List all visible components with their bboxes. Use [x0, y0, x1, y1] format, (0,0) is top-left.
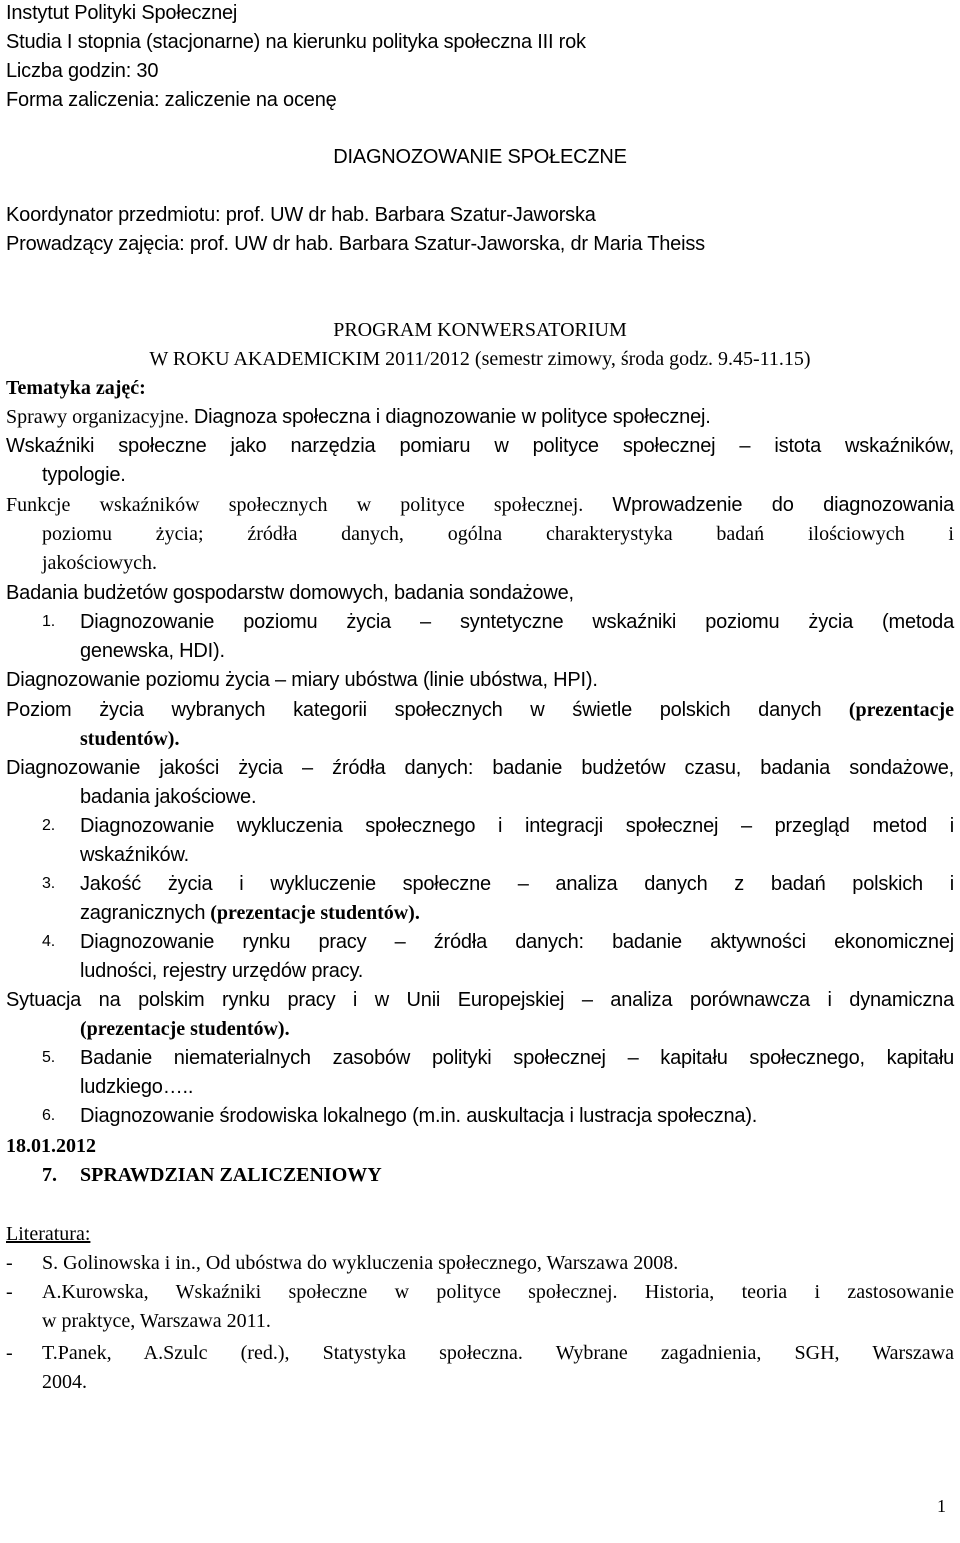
literature-item-2-line2: w praktyce, Warszawa 2011.	[42, 1310, 271, 1332]
topic-organizational-b: Diagnoza społeczna i diagnozowanie w polityce społecznej.	[193, 406, 711, 428]
literature-item-3-line1: T.Panek, A.Szulc (red.), Statystyka społeczna. Wybrane zagadnienia, SGH, Warszawa	[42, 1342, 954, 1364]
literature-heading: Literatura:	[6, 1223, 91, 1245]
topic-functions-a: Funkcje wskaźników społecznych w polityce społecznej.	[6, 494, 584, 516]
number-4: 4.	[42, 933, 55, 950]
hours-info: Liczba godzin: 30	[6, 60, 159, 82]
literature-item-2-line1: A.Kurowska, Wskaźniki społeczne w polityce społecznej. Historia, teoria i zastosowanie	[42, 1281, 954, 1303]
topic-quality-exclusion-line1: Jakość życia i wykluczenie społeczne – analiza danych z badań polskich i	[80, 873, 954, 895]
number-5: 5.	[42, 1049, 55, 1066]
topic-living-standard-line2: genewska, HDI).	[80, 640, 225, 662]
topic-exclusion-line1: Diagnozowanie wykluczenia społecznego i integracji społecznej – przegląd metod i	[80, 815, 954, 837]
topic-functions-line3: jakościowych.	[42, 552, 157, 574]
topic-categories-a: Poziom życia wybranych kategorii społecznych w świetle polskich danych	[6, 699, 822, 721]
topic-indicators-line2: typologie.	[42, 464, 126, 486]
topic-budgets: Badania budżetów gospodarstw domowych, badania sondażowe,	[6, 582, 574, 604]
topic-quality-exclusion-line2	[80, 901, 420, 925]
topic-quality-line2: badania jakościowe.	[80, 786, 257, 808]
topic-functions-line2: poziomu życia; źródła danych, ogólna charakterystyka badań ilościowych i	[42, 523, 954, 545]
coordinator-line: Koordynator przedmiotu: prof. UW dr hab. Barbara Szatur-Jaworska	[6, 204, 596, 226]
topic-indicators-line1: Wskaźniki społeczne jako narzędzia pomiaru w polityce społecznej – istota wskaźników,	[6, 435, 954, 457]
topic-living-standard-line1: Diagnozowanie poziomu życia – syntetyczne wskaźniki poziomu życia (metoda	[80, 611, 954, 633]
number-1: 1.	[42, 613, 55, 630]
topic-labour-line2: ludności, rejestry urzędów pracy.	[80, 960, 364, 982]
exam-date: 18.01.2012	[6, 1135, 96, 1157]
topics-heading: Tematyka zajęć:	[6, 377, 146, 399]
topic-quality-exclusion-a: zagranicznych	[80, 902, 206, 924]
literature-dash-2: -	[6, 1281, 13, 1303]
instructors-line: Prowadzący zajęcia: prof. UW dr hab. Barbara Szatur-Jaworska, dr Maria Theiss	[6, 233, 705, 255]
topic-categories-b: (prezentacje	[848, 699, 954, 721]
topic-capital-line2: ludzkiego…..	[80, 1076, 194, 1098]
topic-exclusion-line2: wskaźników.	[80, 844, 189, 866]
topic-quality-line1: Diagnozowanie jakości życia – źródła danych: badanie budżetów czasu, badania sondażowe,	[6, 757, 954, 779]
institute-name: Instytut Polityki Społecznej	[6, 2, 238, 24]
topic-eu-line2: (prezentacje studentów).	[80, 1018, 290, 1040]
studies-info: Studia I stopnia (stacjonarne) na kierunku polityka społeczna III rok	[6, 31, 586, 53]
topic-categories-line1	[6, 698, 954, 722]
exam-title: SPRAWDZIAN ZALICZENIOWY	[80, 1164, 382, 1186]
literature-item-3-line2: 2004.	[42, 1371, 87, 1393]
topic-functions-line1	[6, 493, 954, 517]
number-6: 6.	[42, 1107, 55, 1124]
topic-capital-line1: Badanie niematerialnych zasobów polityki społecznej – kapitału społecznego, kapitału	[80, 1047, 954, 1069]
assessment-info: Forma zaliczenia: zaliczenie na ocenę	[6, 89, 337, 111]
topic-categories-line2: studentów).	[80, 728, 180, 750]
topic-organizational-a: Sprawy organizacyjne.	[6, 406, 189, 428]
program-title: PROGRAM KONWERSATORIUM	[333, 319, 627, 341]
topic-poverty: Diagnozowanie poziomu życia – miary ubóstwa (linie ubóstwa, HPI).	[6, 669, 598, 691]
topic-labour-line1: Diagnozowanie rynku pracy – źródła danych: badanie aktywności ekonomicznej	[80, 931, 954, 953]
topic-organizational	[6, 405, 711, 429]
page-number: 1	[937, 1496, 946, 1516]
number-3: 3.	[42, 875, 55, 892]
literature-dash-3: -	[6, 1342, 13, 1364]
literature-dash-1: -	[6, 1252, 13, 1274]
course-title: DIAGNOZOWANIE SPOŁECZNE	[333, 146, 627, 168]
topic-eu-line1: Sytuacja na polskim rynku pracy i w Unii Europejskiej – analiza porównawcza i dynamiczna	[6, 989, 954, 1011]
program-subtitle: W ROKU AKADEMICKIM 2011/2012 (semestr zimowy, środa godz. 9.45-11.15)	[149, 348, 811, 370]
topic-local: Diagnozowanie środowiska lokalnego (m.in. auskultacja i lustracja społeczna).	[80, 1105, 758, 1127]
literature-item-1: S. Golinowska i in., Od ubóstwa do wykluczenia społecznego, Warszawa 2008.	[42, 1252, 679, 1274]
number-7: 7.	[42, 1164, 57, 1186]
topic-functions-b: Wprowadzenie do diagnozowania	[612, 494, 954, 516]
number-2: 2.	[42, 817, 55, 834]
topic-quality-exclusion-b: (prezentacje studentów).	[210, 902, 420, 924]
